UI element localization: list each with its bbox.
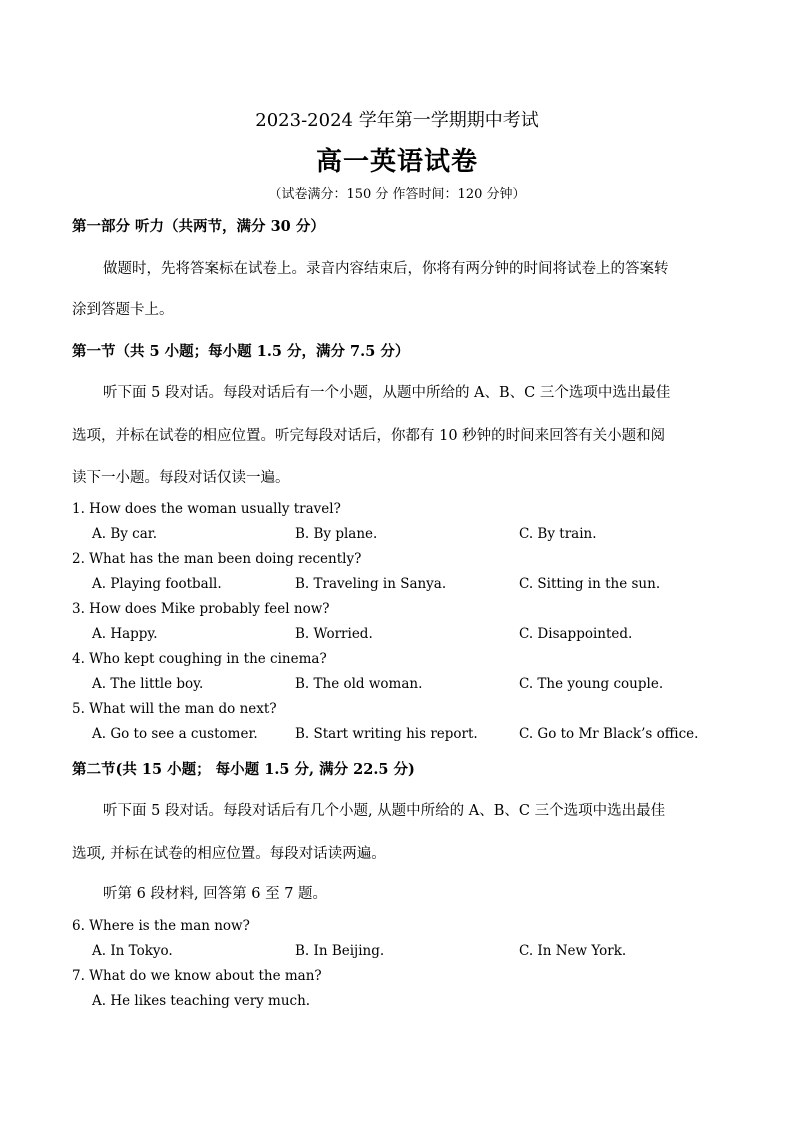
option-a: A. By car. — [92, 526, 158, 542]
option-b: B. Traveling in Sanya. — [295, 576, 447, 592]
option-c: C. Go to Mr Black’s office. — [519, 726, 699, 742]
section2-instructions-line2: 选项, 并标在试卷的相应位置。每段对话读两遍。 — [72, 846, 386, 862]
section2-instructions-line1: 听下面 5 段对话。每段对话后有几个小题, 从题中所给的 A、B、C 三个选项中选出最佳 — [103, 803, 666, 819]
option-c: C. Sitting in the sun. — [519, 576, 661, 592]
question-stem: 4. Who kept coughing in the cinema? — [72, 651, 327, 667]
option-c: C. By train. — [519, 526, 597, 542]
section1-instructions-line2: 选项，并标在试卷的相应位置。听完每段对话后，你都有 10 秒钟的时间来回答有关小题和阅 — [72, 428, 666, 444]
option-c: C. Disappointed. — [519, 626, 633, 642]
option-a: A. He likes teaching very much. — [92, 993, 311, 1009]
option-b: B. By plane. — [295, 526, 378, 542]
subject-title: 高一英语试卷 — [315, 147, 478, 177]
option-a: A. In Tokyo. — [92, 943, 173, 959]
section1-instructions-line3: 读下一小题。每段对话仅读一遍。 — [72, 470, 290, 486]
part1-instructions-line2: 涂到答题卡上。 — [72, 302, 174, 318]
material-note: 听第 6 段材料, 回答第 6 至 7 题。 — [103, 886, 328, 902]
option-b: B. In Beijing. — [295, 943, 385, 959]
part1-heading: 第一部分 听力（共两节，满分 30 分） — [72, 218, 325, 235]
question-stem: 3. How does Mike probably feel now? — [72, 601, 330, 617]
part1-instructions-line1: 做题时，先将答案标在试卷上。录音内容结束后，你将有两分钟的时间将试卷上的答案转 — [103, 261, 669, 277]
section2-heading: 第二节(共 15 小题； 每小题 1.5 分, 满分 22.5 分) — [72, 761, 415, 778]
question-stem: 2. What has the man been doing recently? — [72, 551, 362, 567]
option-c: C. In New York. — [519, 943, 627, 959]
option-b: B. Worried. — [295, 626, 373, 642]
section1-heading: 第一节（共 5 小题；每小题 1.5 分，满分 7.5 分） — [72, 343, 410, 360]
exam-info: （试卷满分：150 分 作答时间：120 分钟） — [268, 187, 526, 202]
section1-instructions-line1: 听下面 5 段对话。每段对话后有一个小题，从题中所给的 A、B、C 三个选项中选出最佳 — [103, 385, 671, 401]
question-stem: 5. What will the man do next? — [72, 701, 277, 717]
exam-term-title: 2023-2024 学年第一学期期中考试 — [255, 110, 539, 131]
question-stem: 6. Where is the man now? — [72, 918, 250, 934]
option-a: A. The little boy. — [92, 676, 204, 692]
option-c: C. The young couple. — [519, 676, 664, 692]
option-a: A. Happy. — [92, 626, 158, 642]
option-a: A. Go to see a customer. — [92, 726, 258, 742]
question-stem: 1. How does the woman usually travel? — [72, 501, 341, 517]
question-stem: 7. What do we know about the man? — [72, 968, 322, 984]
option-b: B. Start writing his report. — [295, 726, 478, 742]
option-b: B. The old woman. — [295, 676, 423, 692]
option-a: A. Playing football. — [92, 576, 222, 592]
